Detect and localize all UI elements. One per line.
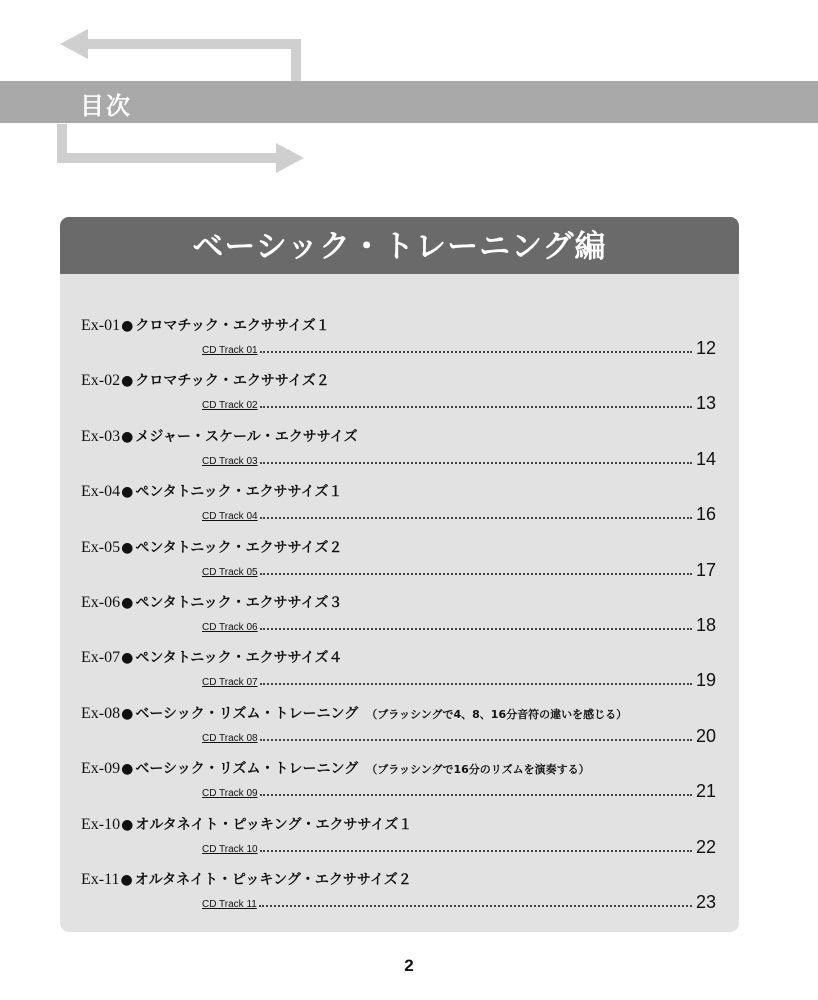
cd-track-label: CD Track 03 [202, 455, 258, 467]
dot-leader [260, 683, 692, 685]
toc-entry[interactable] [60, 813, 739, 868]
bullet-icon: ● [121, 761, 134, 778]
cd-track-label: CD Track 05 [202, 566, 258, 578]
entry-title-line [81, 536, 343, 559]
exercise-title: オルタネイト・ピッキング・エクササイズ１ [135, 816, 413, 833]
track-line [202, 726, 694, 744]
track-line [202, 781, 694, 799]
entry-title-line [81, 369, 330, 392]
entry-title-line [81, 591, 343, 614]
entry-title-line [81, 702, 627, 726]
toc-entry[interactable] [60, 702, 739, 757]
cd-track-label: CD Track 02 [202, 400, 258, 412]
cd-track-label: CD Track 08 [202, 732, 258, 744]
exercise-id: Ex-03 [81, 427, 121, 445]
exercise-id: Ex-07 [81, 649, 121, 667]
bullet-icon: ● [121, 705, 134, 722]
track-line [202, 338, 694, 356]
bullet-icon: ● [121, 373, 134, 390]
cd-track-label: CD Track 06 [202, 621, 258, 633]
entry-title-line [81, 868, 412, 891]
toc-entry[interactable] [60, 536, 739, 591]
toc-entry[interactable] [60, 646, 739, 701]
entry-page-number: 20 [696, 725, 717, 746]
exercise-note: （ブラッシングで4、8、16分音符の違いを感じる） [366, 707, 628, 721]
entry-page-number: 22 [696, 836, 717, 857]
entry-title-line [81, 813, 412, 836]
entry-page-number: 16 [696, 504, 717, 525]
toc-entry[interactable] [60, 480, 739, 535]
track-line [202, 670, 694, 688]
entry-page-number: 23 [696, 891, 717, 912]
bullet-icon: ● [121, 539, 134, 556]
exercise-title: ペンタトニック・エクササイズ４ [135, 650, 343, 667]
exercise-title: クロマチック・エクササイズ１ [135, 318, 330, 334]
track-line [202, 615, 694, 633]
cd-track-label: CD Track 11 [202, 898, 257, 910]
toc-entry[interactable] [60, 425, 739, 480]
dot-leader [260, 850, 692, 852]
track-line [202, 449, 694, 467]
dot-leader [260, 573, 692, 575]
track-line [202, 393, 694, 411]
entry-title-line [81, 425, 358, 448]
exercise-id: Ex-10 [81, 815, 121, 833]
entry-page-number: 12 [696, 338, 717, 358]
bullet-icon: ● [121, 650, 134, 667]
dot-leader [260, 517, 692, 519]
exercise-title: ペンタトニック・エクササイズ１ [135, 484, 343, 501]
exercise-id: Ex-04 [81, 483, 121, 501]
exercise-id: Ex-11 [81, 870, 120, 888]
bullet-icon: ● [120, 871, 133, 888]
page-number: 2 [404, 956, 414, 975]
dot-leader [260, 406, 692, 408]
toc-entry[interactable] [60, 369, 739, 424]
bullet-icon: ● [121, 428, 134, 445]
toc-list [60, 314, 739, 923]
cd-track-label: CD Track 10 [202, 843, 258, 855]
exercise-id: Ex-01 [81, 317, 121, 334]
entry-title-line [81, 646, 343, 669]
track-line [202, 837, 694, 855]
dot-leader [260, 794, 692, 796]
exercise-title: ベーシック・リズム・トレーニング [135, 761, 359, 778]
entry-title-line [81, 757, 590, 781]
toc-entry[interactable] [60, 591, 739, 646]
exercise-id: Ex-08 [81, 704, 121, 722]
bullet-icon: ● [121, 484, 134, 501]
dot-leader [260, 351, 692, 353]
exercise-title: ベーシック・リズム・トレーニング [135, 705, 359, 722]
toc-entry[interactable] [60, 757, 739, 812]
dot-leader [260, 628, 692, 630]
exercise-note: （ブラッシングで16分のリズムを演奏する） [366, 763, 590, 777]
exercise-id: Ex-02 [81, 372, 121, 390]
entry-page-number: 14 [696, 448, 717, 469]
entry-page-number: 13 [696, 393, 717, 414]
exercise-id: Ex-09 [81, 760, 121, 778]
entry-page-number: 19 [696, 670, 717, 691]
dot-leader [259, 905, 692, 907]
entry-title-line [81, 480, 343, 503]
entry-title-line [81, 314, 330, 337]
exercise-title: クロマチック・エクササイズ２ [135, 373, 330, 390]
cd-track-label: CD Track 09 [202, 788, 258, 800]
track-line [202, 560, 694, 578]
exercise-title: ペンタトニック・エクササイズ３ [135, 594, 343, 611]
cd-track-label: CD Track 07 [202, 677, 258, 689]
exercise-title: メジャー・スケール・エクササイズ [135, 428, 358, 445]
entry-page-number: 17 [696, 559, 717, 580]
toc-panel [60, 217, 739, 932]
exercise-title: ペンタトニック・エクササイズ２ [135, 539, 343, 556]
bullet-icon: ● [121, 816, 134, 833]
entry-page-number: 18 [696, 614, 717, 635]
exercise-id: Ex-06 [81, 593, 121, 611]
toc-entry[interactable] [60, 314, 739, 369]
track-line [202, 892, 694, 910]
dot-leader [260, 739, 692, 741]
exercise-id: Ex-05 [81, 538, 121, 556]
section-title: ベーシック・トレーニング編 [60, 217, 739, 274]
entry-page-number: 21 [696, 781, 717, 802]
cd-track-label: CD Track 01 [202, 345, 258, 356]
bullet-icon: ● [121, 318, 134, 334]
bullet-icon: ● [121, 594, 134, 611]
page-title: 目次 [80, 91, 132, 120]
track-line [202, 504, 694, 522]
cd-track-label: CD Track 04 [202, 511, 258, 523]
exercise-title: オルタネイト・ピッキング・エクササイズ２ [134, 871, 412, 888]
dot-leader [260, 462, 692, 464]
toc-entry[interactable] [60, 868, 739, 923]
